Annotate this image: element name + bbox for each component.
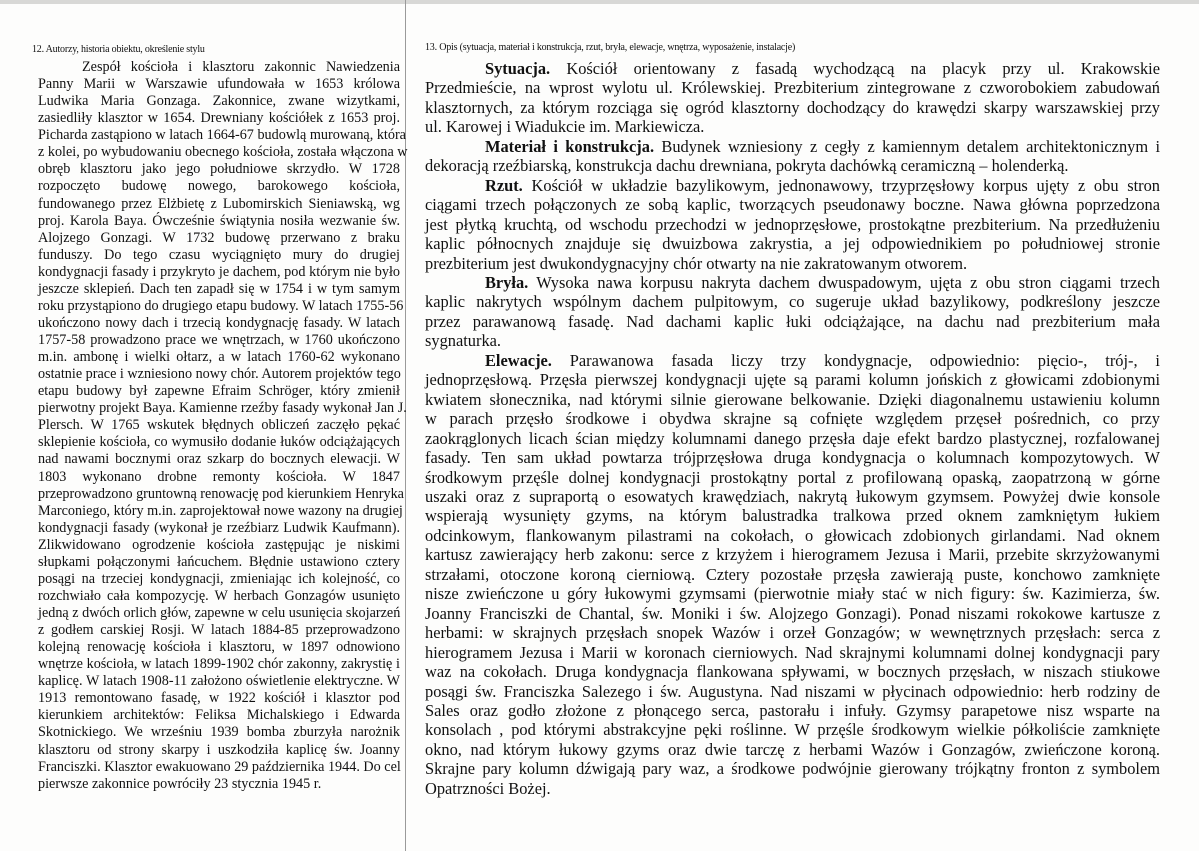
- text-line: [38, 724, 400, 741]
- text-line: [38, 127, 406, 144]
- line-text: kaplic północnych znajduje się dwuizbowa zakrystia, a jej odpowiednikiem po południowej stronie: [425, 234, 1160, 254]
- line-text: nisze zwieńczone u góry łukowymi gzymsami (pierwotnie miały stać w nich figury: św. Kazimierza, św.: [425, 584, 1160, 604]
- line-text: prezbiterium jest dwukondygnacyjny chór otwarty na nie zakratowanym otworem.: [425, 253, 968, 273]
- text-line: [38, 366, 400, 383]
- text-line: [425, 468, 1160, 487]
- line-text: Skotnickiego. We wrześniu 1939 bomba zburzyła narożnik: [38, 724, 400, 741]
- scan-edge: [0, 0, 1199, 4]
- line-text: jest płytką kruchtą, od wschodu przechodzi w jednoprzęsłowe, prostokątne prezbiterium. Na przedłużeniu: [425, 214, 1160, 234]
- line-text: kierunkiem architektów: Feliksa Michalskiego i Edwarda: [38, 707, 400, 724]
- text-line: [38, 451, 400, 468]
- text-line: [38, 690, 400, 707]
- text-line: [38, 59, 400, 76]
- text-line: [425, 234, 1160, 253]
- text-line: [38, 230, 400, 247]
- text-line: [38, 622, 400, 639]
- line-text: fundowanego przez Elżbietę z Lubomirskich Sieniawską, wg: [38, 195, 400, 212]
- line-text: z kolei, po wybudowaniu obecnego kościoła, została włączona w: [38, 144, 408, 161]
- line-text: kondygnacji fasady i przykryto je dachem, pod którym nie było: [38, 263, 400, 280]
- text-line: [425, 623, 1160, 642]
- section-13-header: 13. Opis (sytuacja, materiał i konstrukcja, rzut, bryła, elewacje, wnętrza, wyposażenie, instalacje): [425, 42, 796, 53]
- text-line: [38, 196, 400, 213]
- section-13-body: [425, 59, 1160, 798]
- line-text: 1913 remontowano fasadę, w 1922 kościół i klasztor pod: [38, 690, 400, 707]
- line-text: rozpoczęto budowę nowego, barokowego kościoła,: [38, 178, 400, 195]
- text-line: [425, 429, 1160, 448]
- line-text: Przedmieście, na wprost wylotu ul. Królewskiej. Prezbiterium zintegrowane z czworobokiem zabudowań: [425, 78, 1160, 98]
- line-text: obręb klasztoru jako jego południowe skrzydło. W 1728: [38, 161, 400, 178]
- line-text: etapu budowy był zapewne Efraim Schröger, który zmienił: [38, 383, 400, 400]
- paragraph-heading: Bryła.: [485, 272, 529, 292]
- line-text: Parawanowa fasada liczy trzy kondygnacje, odpowiednio: pięcio-, trój-, i: [551, 350, 1160, 370]
- text-line: [38, 571, 400, 588]
- line-text: posągi św. Franciszka Salezego i św. Augustyna. Nad niszami w płycinach odpowiednio: herb rodziny de: [425, 681, 1160, 701]
- text-line: [38, 639, 400, 656]
- paragraph-heading: Materiał i konstrukcja.: [485, 136, 655, 156]
- line-text: sklepienie kościoła, co wymusiło dodanie łuków odciążających: [38, 434, 400, 451]
- line-text: zaokrąglonych licach ścian między kolumnami danego przęsła daje efekt bardzo plastycznej, rozfalowanej: [425, 428, 1160, 448]
- text-line: [38, 485, 404, 503]
- text-line: [38, 434, 400, 451]
- text-line: [425, 292, 1160, 311]
- line-text: 1757-58 prowadzono prace we wnętrzach, w 1760 ukończono: [38, 332, 400, 348]
- line-text: klasztornych, za którym rozciąga się ogród klasztorny dochodzący do krawędzi skarpy warszawskiej przy: [425, 97, 1160, 117]
- text-line: [425, 487, 1160, 506]
- text-line: [425, 273, 1160, 292]
- text-line: [425, 682, 1160, 701]
- line-text: zasiedliły klasztor w 1654. Drewniany kościółek z 1653 proj.: [38, 110, 400, 127]
- line-text: kwiatem słonecznika, nad którymi silnie gierowane belkowanie. Dzięki diagonalnemu ustawieniu kolumn: [425, 389, 1160, 409]
- line-text: Kościół w układzie bazylikowym, jednonawowy, trzyprzęsłowy korpus ujęty z obu stron: [522, 175, 1160, 195]
- text-line: [425, 156, 1160, 175]
- line-text: ostatnie prace i wzniesiono nowy chór. Autorem projektów tego: [38, 366, 401, 383]
- text-line: [425, 195, 1160, 214]
- text-line: [425, 604, 1160, 623]
- text-line: [38, 264, 400, 281]
- text-line: [38, 742, 400, 759]
- line-text: strzałami, otoczone koroną cierniową. Cztery pozostałe przęsła zawierają puste, konchowo zamknięte: [425, 564, 1160, 584]
- line-text: proj. Karola Baya. Ówcześnie świątynia nosiła wezwanie św.: [38, 212, 400, 229]
- line-text: Opatrzności Bożej.: [425, 778, 551, 798]
- line-text: 1803 wykonano drobne remonty kościoła. W 1847: [38, 468, 400, 485]
- line-text: kaplic nakrytych wspólnym dachem pulpitowym, co sugeruje układ bazylikowy, podkreślony jeszcze: [425, 292, 1160, 312]
- text-line: [425, 565, 1160, 584]
- section-12-history: [32, 44, 408, 793]
- line-text: jedną z dwóch orlich głów, zapewne w celu usunięcia skojarzeń: [38, 605, 401, 621]
- line-text: funduszy. Do tego czasu wyciągnięto mury do drugiej: [38, 246, 400, 263]
- text-line: [425, 506, 1160, 525]
- line-text: nad nawami bocznymi oraz szkarp do bocznych elewacji. W: [38, 451, 400, 468]
- text-line: [38, 281, 400, 298]
- text-line: [425, 759, 1160, 778]
- line-text: waz na cokołach. Druga kondygnacja flankowana spływami, w bocznych przęsłach, w niszach stiukowe: [425, 662, 1160, 682]
- text-line: [38, 213, 400, 230]
- line-text: rozchwiało cała kompozycję. W herbach Gonzagów usunięto: [38, 587, 400, 604]
- text-line: [425, 701, 1160, 720]
- text-line: [38, 247, 400, 264]
- line-text: m.in. ambonę i wielki ołtarz, a w latach 1760-62 wykonano: [38, 349, 400, 366]
- text-line: [425, 370, 1160, 389]
- text-line: [425, 351, 1160, 370]
- text-line: [38, 315, 400, 332]
- line-text: okno, nad którym łukowy gzyms oraz dwie tarczę z herbami Wazów i Gonzagów, zwieńczone koroną.: [425, 739, 1160, 759]
- line-text: Joanny Franciszki de Chantal, św. Moniki i św. Alojzego Gonzagi). Ponad niszami rokokowe kartusze z: [425, 603, 1160, 623]
- line-text: kolejną renowację kościoła i klasztoru, w 1897 odnowiono: [38, 639, 400, 656]
- text-line: [38, 588, 400, 605]
- line-text: Zespół kościoła i klasztoru zakonnic Nawiedzenia: [82, 59, 400, 75]
- text-line: [425, 584, 1160, 603]
- text-line: [38, 537, 400, 554]
- text-line: [38, 656, 400, 673]
- line-text: Panny Marii w Warszawie ufundowała w 1653 królowa: [38, 76, 400, 93]
- line-text: Franciszki. Klasztor ewakuowano 29 października 1944. Do cel: [38, 758, 401, 775]
- line-text: herbami: w skrajnych przęsłach snopek Wazów i orzeł Gonzagów; w wewnętrznych przęsłach: serca z: [425, 623, 1160, 643]
- line-text: wnętrze kościoła, w latach 1899-1902 chór zakonny, zakrystię i: [38, 656, 400, 673]
- text-line: [425, 409, 1160, 428]
- text-line: [38, 178, 400, 195]
- paragraph-heading: Elewacje.: [485, 350, 552, 370]
- line-text: przez parawanową fasadę. Nad dachami kaplic łuki odciążające, na dachu nad prezbiterium mała: [425, 311, 1160, 331]
- text-line: [38, 502, 403, 520]
- line-text: Ludwika Maria Gonzaga. Zakonnice, zwane wizytkami,: [38, 93, 400, 110]
- line-text: ul. Karowej i Wiadukcie im. Markiewicza.: [425, 117, 705, 137]
- text-line: [425, 312, 1160, 331]
- line-text: odcinkowym, flankowanym pilastrami na cokołach, o głowicach zdobionych girlandami. Nad oknem: [425, 525, 1160, 545]
- text-line: [38, 144, 408, 161]
- text-line: [425, 662, 1160, 681]
- text-line: [425, 779, 1160, 798]
- line-text: środkowym przęśle dolnej kondygnacji prostokątny portal z profilowaną opaską, zaopatrzoną w górne: [425, 467, 1160, 487]
- section-12-body: [38, 59, 408, 793]
- line-text: Budynek wzniesiony z cegły z kamiennym detalem architektonicznym i: [654, 136, 1160, 156]
- text-line: [425, 643, 1160, 662]
- text-line: [425, 720, 1160, 739]
- line-text: z godłem carskiej Rosji. W latach 1884-85 przeprowadzono: [38, 622, 400, 639]
- text-line: [38, 554, 400, 571]
- paragraph-heading: Rzut.: [485, 175, 523, 195]
- line-text: pierwotny projekt Baya. Kamienne rzeźby fasady wykonał Jan J.: [38, 400, 407, 417]
- line-text: słupkami połączonymi łańcuchem. Błędnie ustawiono cztery: [38, 553, 400, 570]
- text-line: [425, 740, 1160, 759]
- text-line: [425, 176, 1160, 195]
- line-text: Sales oraz godło złożone z płonącego serca, pastorału i infuły. Gzymsy parapetowe nisz wsparte na: [425, 700, 1160, 720]
- text-line: [38, 520, 400, 537]
- line-text: Skrajne pary kolumn dźwigają pary waz, a środkowe podwójnie gierowany trójkątny fronton z symbolem: [425, 759, 1160, 779]
- section-12-header: 12. Autorzy, historia obiektu, określenie stylu: [32, 44, 205, 55]
- section-13-description: [425, 42, 1160, 798]
- text-line: [38, 707, 400, 724]
- text-line: [425, 545, 1160, 564]
- line-text: Kościół orientowany z fasadą wychodzącą na placyk przy ul. Krakowskie: [550, 59, 1160, 78]
- text-line: [425, 331, 1160, 350]
- text-line: [38, 469, 400, 486]
- text-line: [38, 161, 400, 178]
- text-line: [38, 417, 400, 434]
- text-line: [38, 349, 400, 366]
- line-text: Wysoka nawa korpusu nakryta dachem dwuspadowym, ujęta z obu stron ciągami trzech: [528, 272, 1160, 292]
- text-line: [425, 98, 1160, 117]
- line-text: jednoprzęsłową. Przęsła pierwszej kondygnacji ujęte są parami kolumn jońskich z głowicami zdobionymi: [425, 370, 1160, 390]
- line-text: Alojzego Gonzagi. W 1732 budowę przerwano z braku: [38, 229, 400, 246]
- line-text: Picharda zastąpiono w latach 1664-67 budowlą murowaną, która: [38, 127, 406, 144]
- line-text: ukończono nowy dach i trzecią kondygnację fasady. W latach: [38, 314, 400, 331]
- line-text: fasady. Ten sam układ powtarza trójprzęsłowa druga kondygnacja o kolumnach kompozytowych. W: [425, 448, 1160, 468]
- line-text: konsolach , pod którymi abstrakcyjne pęki roślinne. W przęśle środkowym wielkie półkoliście zamknięte: [425, 720, 1160, 740]
- text-line: [38, 383, 400, 400]
- text-line: [425, 137, 1160, 156]
- line-text: roku przystąpiono do drugiego etapu budowy. W latach 1755-56: [38, 297, 404, 314]
- text-line: [38, 673, 400, 690]
- line-text: Plersch. W 1765 wskutek błędnych obliczeń zaczęło pękać: [38, 417, 400, 434]
- text-line: [425, 448, 1160, 467]
- text-line: [38, 776, 400, 793]
- line-text: przeprowadzono gruntowną renowację pod kierunkiem Henryka: [38, 485, 404, 502]
- text-line: [38, 93, 400, 110]
- line-text: kartusz zawierający herb zakonu: serce z krzyżem i hierogramem Jezusa i Marii, przebite skrzyżowanymi: [425, 545, 1160, 565]
- text-line: [38, 759, 400, 776]
- text-line: [38, 400, 407, 417]
- line-text: hierogramem Jezusa i Marii w koronach cierniowych. Nad skrajnymi kolumnami dolnej kondygnacji pary: [425, 642, 1160, 662]
- text-line: [425, 117, 1160, 136]
- line-text: Zlikwidowano ogrodzenie kościoła zastępując je niskimi: [38, 536, 400, 553]
- text-line: [425, 254, 1160, 273]
- line-text: Marconiego, który m.in. zaprojektował nowe wazony na drugiej: [38, 502, 403, 519]
- line-text: kondygnacji fasady (wykonał je rzeźbiarz Ludwik Kaufmann).: [38, 519, 400, 536]
- text-line: [425, 59, 1160, 78]
- text-line: [425, 215, 1160, 234]
- line-text: sygnaturka.: [425, 331, 502, 351]
- line-text: ciągami trzech połączonych ze sobą kaplic, tworzących pseudonawy boczne. Nawa główna poprzedzona: [425, 195, 1160, 215]
- line-text: wspierają wysunięty gzyms, na którym balustradka tralkowa przed oknem zamkniętym łukiem: [425, 506, 1160, 526]
- line-text: klasztoru od strony skarpy i uszkodziła kaplicę św. Joanny: [38, 741, 400, 758]
- text-line: [38, 605, 400, 622]
- line-text: w parach przęsło środkowe i obydwa skrajne są cofnięte względem przęseł pośrednich, co przy: [425, 409, 1160, 429]
- text-line: [425, 526, 1160, 545]
- line-text: pierwsze zakonnice powróciły 23 stycznia 1945 r.: [38, 775, 322, 792]
- text-line: [38, 110, 400, 127]
- line-text: dekoracją rzeźbiarską, konstrukcja dachu drewniana, pokryta dachówką ceramiczną – holenderką.: [425, 156, 1069, 176]
- text-line: [38, 332, 400, 349]
- line-text: kaplicę. W latach 1908-11 założono oświetlenie elektryczne. W: [38, 673, 400, 690]
- line-text: jeszcze sklepień. Dach ten zapadł się w 1754 i w tym samym: [38, 280, 400, 297]
- paragraph-heading: Sytuacja.: [485, 59, 551, 78]
- text-line: [425, 78, 1160, 97]
- line-text: uszaki oraz z supraportą o esowatych krawędziach, nakrytą łukowym gzymsem. Powyżej dwie konsole: [425, 486, 1160, 506]
- text-line: [38, 297, 404, 315]
- text-line: [38, 76, 400, 93]
- line-text: posągi na trzeciej kondygnacji, zmieniając ich kolejność, co: [38, 570, 400, 587]
- text-line: [425, 390, 1160, 409]
